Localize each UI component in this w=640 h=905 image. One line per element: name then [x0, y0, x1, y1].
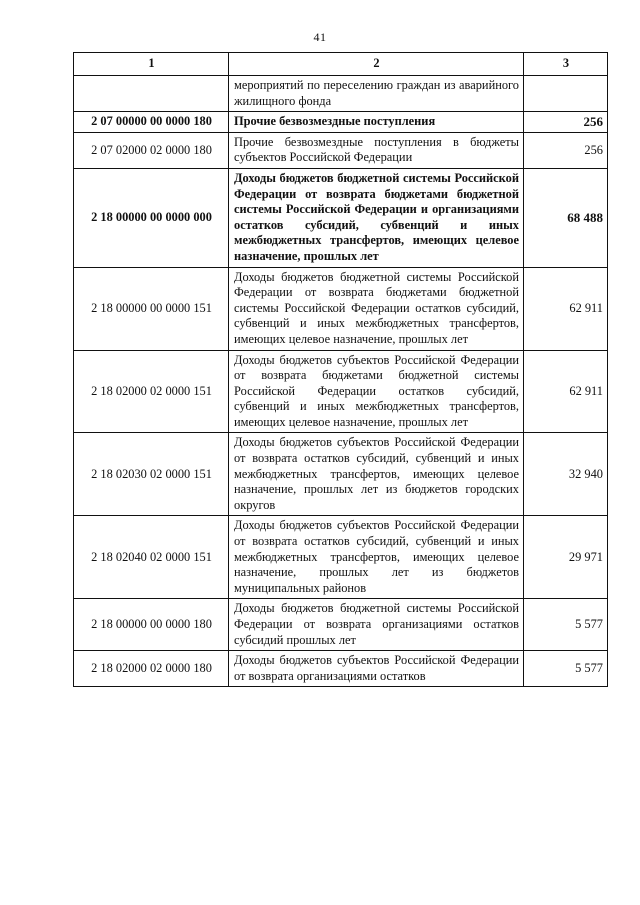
budget-code-cell: 2 18 00000 00 0000 151 — [74, 267, 229, 350]
amount-cell: 5 577 — [524, 651, 608, 687]
table-header-row — [74, 53, 608, 76]
column-header-description: 2 — [229, 53, 524, 76]
table-row — [74, 433, 608, 516]
table-row — [74, 168, 608, 267]
budget-revenue-table — [73, 52, 608, 687]
budget-code-cell: 2 18 02040 02 0000 151 — [74, 516, 229, 599]
amount-cell: 62 911 — [524, 267, 608, 350]
amount-cell: 256 — [524, 112, 608, 133]
budget-code-cell: 2 18 02030 02 0000 151 — [74, 433, 229, 516]
table-row — [74, 132, 608, 168]
column-header-code: 1 — [74, 53, 229, 76]
budget-code-cell: 2 18 00000 00 0000 180 — [74, 599, 229, 651]
amount-cell: 68 488 — [524, 168, 608, 267]
description-cell: мероприятий по переселению граждан из аварийного жилищного фонда — [229, 76, 524, 112]
amount-cell: 62 911 — [524, 350, 608, 433]
budget-code-cell: 2 18 02000 02 0000 151 — [74, 350, 229, 433]
table-row — [74, 76, 608, 112]
column-header-amount: 3 — [524, 53, 608, 76]
description-cell: Прочие безвозмездные поступления — [229, 112, 524, 133]
description-cell: Доходы бюджетов субъектов Российской Федерации от возврата остатков субсидий, субвенций и иных межбюджетных трансфертов, имеющих целевое назначение, прошлых лет из бюджетов муниципальных районов — [229, 516, 524, 599]
table-row — [74, 112, 608, 133]
description-cell: Доходы бюджетов субъектов Российской Федерации от возврата остатков субсидий, субвенций и иных межбюджетных трансфертов, имеющих целевое назначение, прошлых лет из бюджетов городских округов — [229, 433, 524, 516]
budget-code-cell — [74, 76, 229, 112]
budget-code-cell: 2 18 02000 02 0000 180 — [74, 651, 229, 687]
budget-code-cell: 2 07 00000 00 0000 180 — [74, 112, 229, 133]
description-cell: Доходы бюджетов бюджетной системы Российской Федерации от возврата организациями остатков субсидий прошлых лет — [229, 599, 524, 651]
table-row — [74, 516, 608, 599]
amount-cell: 256 — [524, 132, 608, 168]
budget-code-cell: 2 07 02000 02 0000 180 — [74, 132, 229, 168]
description-cell: Доходы бюджетов субъектов Российской Федерации от возврата организациями остатков — [229, 651, 524, 687]
amount-cell: 32 940 — [524, 433, 608, 516]
table-row — [74, 350, 608, 433]
description-cell: Прочие безвозмездные поступления в бюджеты субъектов Российской Федерации — [229, 132, 524, 168]
page-number: 41 — [313, 30, 327, 44]
table-row — [74, 651, 608, 687]
table-row — [74, 599, 608, 651]
amount-cell — [524, 76, 608, 112]
amount-cell: 5 577 — [524, 599, 608, 651]
description-cell: Доходы бюджетов субъектов Российской Федерации от возврата бюджетами бюджетной системы Российской Федерации остатков субсидий, субвенций и иных межбюджетных трансфертов, имеющих целевое назначение, прошлых лет — [229, 350, 524, 433]
description-cell: Доходы бюджетов бюджетной системы Российской Федерации от возврата бюджетами бюджетной системы Российской Федерации остатков субсидий, субвенций и иных межбюджетных трансфертов, имеющих целевое назначение, прошлых лет — [229, 267, 524, 350]
table-row — [74, 267, 608, 350]
budget-code-cell: 2 18 00000 00 0000 000 — [74, 168, 229, 267]
description-cell: Доходы бюджетов бюджетной системы Российской Федерации от возврата бюджетами бюджетной системы Российской Федерации и организациями остатков субсидий, субвенций и иных межбюджетных трансфертов, имеющих целевое назначение, прошлых лет — [229, 168, 524, 267]
amount-cell: 29 971 — [524, 516, 608, 599]
